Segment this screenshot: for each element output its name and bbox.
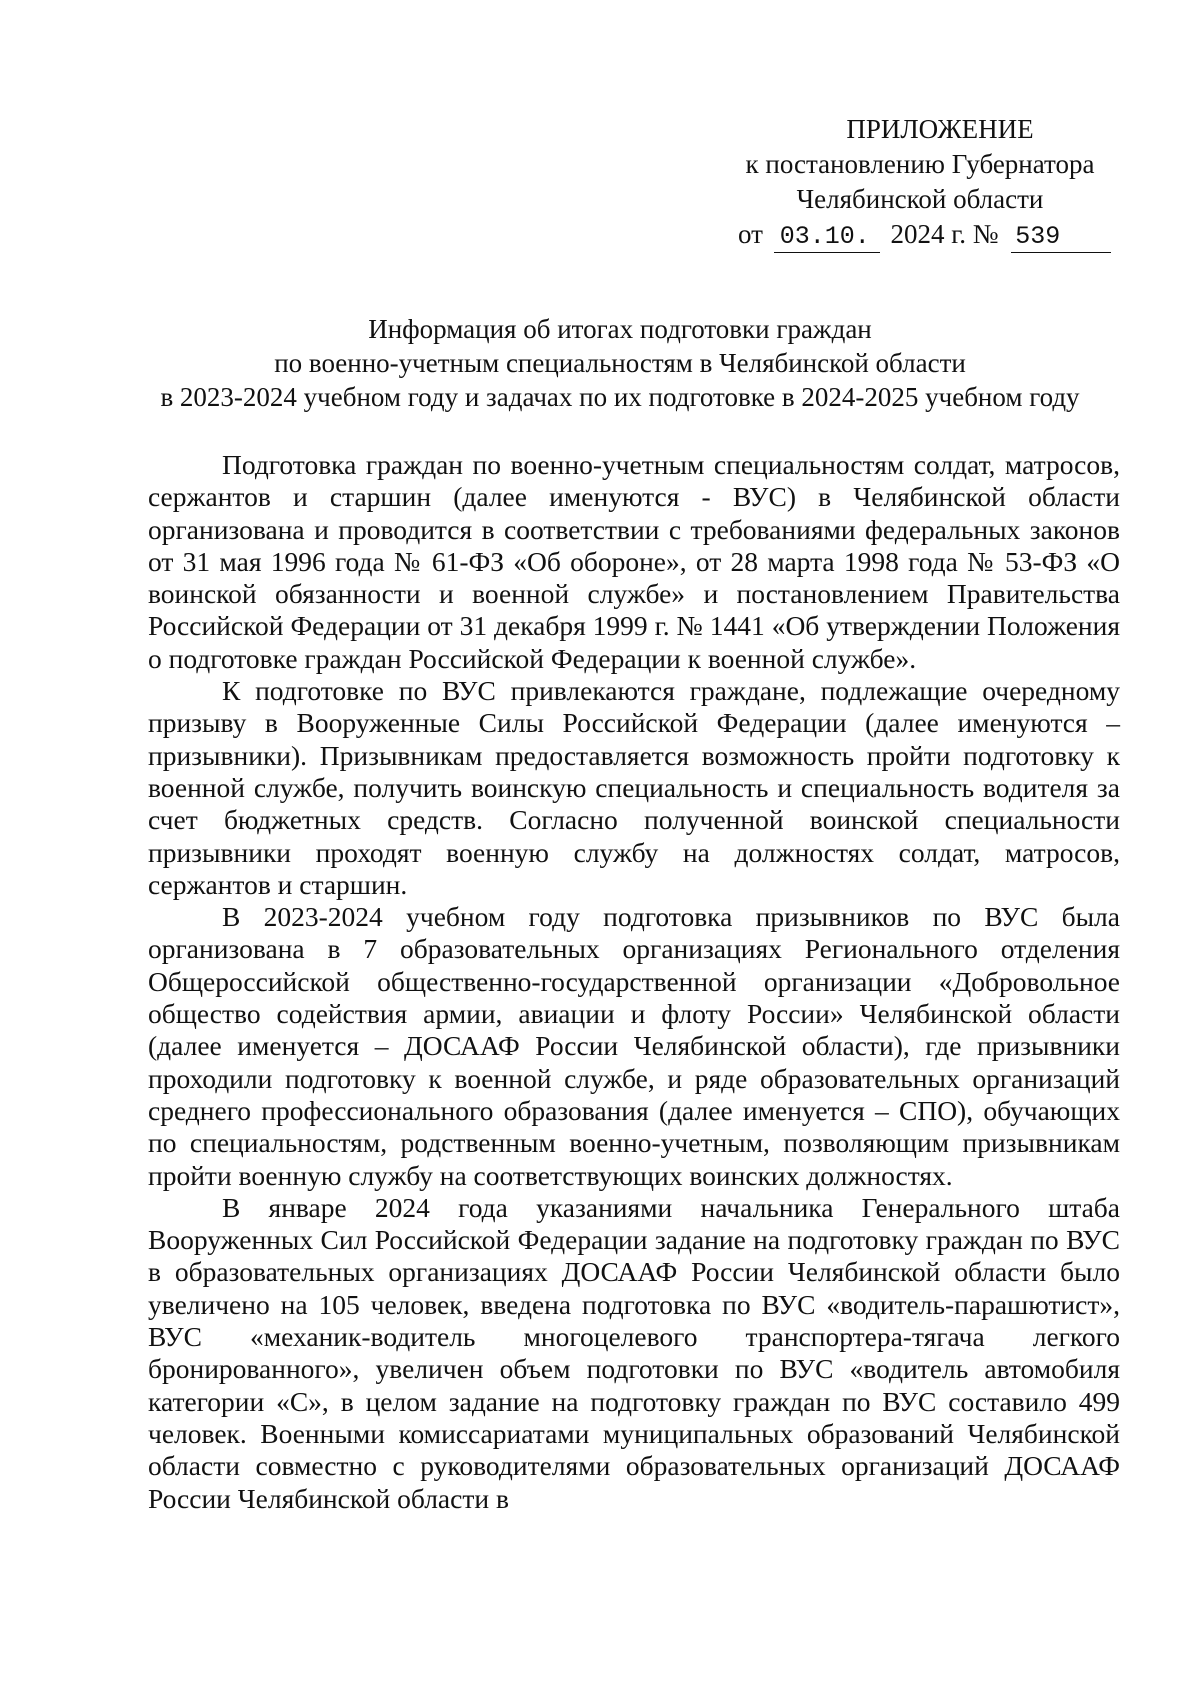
annex-header <box>720 112 1120 253</box>
paragraph-4: В январе 2024 года указаниями начальника Генерального штаба Вооруженных Сил Российской Федерации задание на подготовку граждан по ВУС в образовательных организациях ДОСААФ России Челябинской области было увеличено на 105 человек, введена подготовка по ВУС «водитель-парашютист», ВУС «механик-водитель многоцелевого транспортера-тягача легкого бронированного», увеличен объем подготовки по ВУС «водитель автомобиля категории «С», в целом задание на подготовку граждан по ВУС составило 499 человек. Военными комиссариатами муниципальных образований Челябинской области совместно с руководителями образовательных организаций ДОСААФ России Челябинской области в <box>148 1191 1120 1514</box>
annex-line-2: Челябинской области <box>796 184 1044 214</box>
document-title-line-3: в 2023-2024 учебном году и задачах по их подготовке в 2024-2025 учебном году <box>160 382 1080 412</box>
annex-reference-line <box>720 217 1120 253</box>
paragraph-3: В 2023-2024 учебном году подготовка призывников по ВУС была организована в 7 образовательных организациях Регионального отделения Общероссийской общественно-государственной организации «Добровольное общество содействия армии, авиации и флоту России» Челябинской области (далее именуется – ДОСААФ России Челябинской области), где призывники проходили подготовку к военной службе, и ряде образовательных организаций среднего профессионального образования (далее именуется – СПО), обучающих по специальностям, родственным военно-учетным, позволяющим призывникам пройти военную службу на соответствующих воинских должностях. <box>148 901 1120 1191</box>
annex-line-1: к постановлению Губернатора <box>745 149 1095 179</box>
document-body <box>148 449 1120 1515</box>
annex-from-prefix: от <box>738 219 763 249</box>
annex-year-number-label: 2024 г. № <box>890 219 999 249</box>
document-title-line-1: Информация об итогах подготовки граждан <box>368 314 872 344</box>
annex-title: ПРИЛОЖЕНИЕ <box>846 114 1034 144</box>
document-title <box>130 312 1110 414</box>
document-title-line-2: по военно-учетным специальностям в Челябинской области <box>274 348 966 378</box>
paragraph-1: Подготовка граждан по военно-учетным специальностям солдат, матросов, сержантов и старшин (далее именуются - ВУС) в Челябинской области организована и проводится в соответствии с требованиями федеральных законов от 31 мая 1996 года № 61-ФЗ «Об обороне», от 28 марта 1998 года № 53-ФЗ «О воинской обязанности и военной службе» и постановлением Правительства Российской Федерации от 31 декабря 1999 г. № 1441 «Об утверждении Положения о подготовке граждан Российской Федерации к военной службе». <box>148 449 1120 674</box>
annex-date-field: 03.10. <box>774 222 880 253</box>
annex-number-field: 539 <box>1011 222 1111 253</box>
paragraph-2: К подготовке по ВУС привлекаются граждане, подлежащие очередному призыву в Вооруженные Силы Российской Федерации (далее именуются – призывники). Призывникам предоставляется возможность пройти подготовку к военной службе, получить воинскую специальность и специальность водителя за счет бюджетных средств. Согласно полученной воинской специальности призывники проходят военную службу на должностях солдат, матросов, сержантов и старшин. <box>148 675 1120 900</box>
